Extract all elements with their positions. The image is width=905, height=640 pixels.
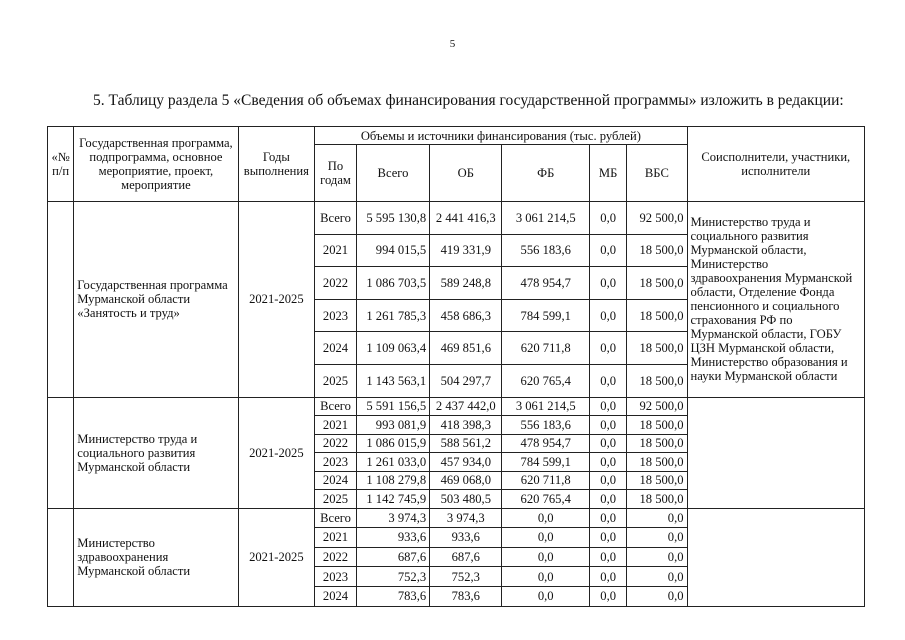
program-name-cell: Государственная программа Мурманской области «Занятость и труд» [74, 202, 238, 398]
vbs-cell: 18 500,0 [627, 453, 687, 472]
mb-cell: 0,0 [590, 202, 627, 235]
ob-cell: 3 974,3 [430, 508, 502, 528]
vbs-cell: 18 500,0 [627, 299, 687, 332]
program-years-cell: 2021-2025 [238, 397, 315, 508]
mb-cell: 0,0 [590, 364, 627, 397]
vbs-cell: 18 500,0 [627, 471, 687, 490]
fb-cell: 784 599,1 [502, 453, 590, 472]
ob-cell: 783,6 [430, 586, 502, 606]
ob-cell: 458 686,3 [430, 299, 502, 332]
header-po-godam: По годам [315, 145, 357, 202]
header-ob: ОБ [430, 145, 502, 202]
mb-cell: 0,0 [590, 397, 627, 416]
table-row [48, 202, 865, 235]
header-years: Годы выполнения [238, 127, 315, 202]
ob-cell: 469 851,6 [430, 332, 502, 365]
mb-cell: 0,0 [590, 453, 627, 472]
fb-cell: 3 061 214,5 [502, 202, 590, 235]
fb-cell: 620 765,4 [502, 490, 590, 509]
section-heading: 5. Таблицу раздела 5 «Сведения об объемах финансирования государственной программы» изложить в редакции: [93, 92, 844, 109]
vbs-cell: 18 500,0 [627, 332, 687, 365]
vbs-cell: 18 500,0 [627, 364, 687, 397]
mb-cell: 0,0 [590, 528, 627, 548]
mb-cell: 0,0 [590, 234, 627, 267]
ob-cell: 2 437 442,0 [430, 397, 502, 416]
ob-cell: 419 331,9 [430, 234, 502, 267]
fb-cell: 478 954,7 [502, 267, 590, 300]
page-number: 5 [449, 38, 456, 50]
financing-table [47, 126, 865, 607]
vbs-cell: 92 500,0 [627, 397, 687, 416]
ob-cell: 589 248,8 [430, 267, 502, 300]
total-cell: 994 015,5 [356, 234, 429, 267]
header-executors: Соисполнители, участники, исполнители [687, 127, 864, 202]
fb-cell: 0,0 [502, 508, 590, 528]
mb-cell: 0,0 [590, 416, 627, 435]
year-cell: 2022 [315, 547, 357, 567]
year-cell: 2024 [315, 471, 357, 490]
total-cell: 1 086 703,5 [356, 267, 429, 300]
mb-cell: 0,0 [590, 299, 627, 332]
program-years-cell: 2021-2025 [238, 508, 315, 606]
year-cell: 2023 [315, 299, 357, 332]
ob-cell: 457 934,0 [430, 453, 502, 472]
vbs-cell: 0,0 [627, 567, 687, 587]
total-cell: 1 261 033,0 [356, 453, 429, 472]
header-vbs: ВБС [627, 145, 687, 202]
total-cell: 3 974,3 [356, 508, 429, 528]
ob-cell: 469 068,0 [430, 471, 502, 490]
fb-cell: 0,0 [502, 586, 590, 606]
header-program: Государственная программа, подпрограмма, основное мероприятие, проект, мероприятие [74, 127, 238, 202]
fb-cell: 0,0 [502, 567, 590, 587]
program-name-cell: Министерство здравоохранения Мурманской области [74, 508, 238, 606]
fb-cell: 620 765,4 [502, 364, 590, 397]
table-body [48, 202, 865, 607]
row-num-cell [48, 397, 74, 508]
fb-cell: 478 954,7 [502, 434, 590, 453]
total-cell: 993 081,9 [356, 416, 429, 435]
vbs-cell: 92 500,0 [627, 202, 687, 235]
total-cell: 752,3 [356, 567, 429, 587]
table-row [48, 508, 865, 528]
fb-cell: 0,0 [502, 528, 590, 548]
year-cell: 2025 [315, 490, 357, 509]
mb-cell: 0,0 [590, 547, 627, 567]
year-cell: 2025 [315, 364, 357, 397]
year-cell: 2021 [315, 528, 357, 548]
total-cell: 1 086 015,9 [356, 434, 429, 453]
vbs-cell: 18 500,0 [627, 434, 687, 453]
fb-cell: 620 711,8 [502, 471, 590, 490]
executors-cell: Министерство труда и социального развития Мурманской области, Министерство здравоохранения Мурманской области, Отделение Фонда пенсионного и социального страхования РФ по Мурманской области, ГОБУ ЦЗН Мурманской области, Министерство образования и науки Мурманской области [687, 202, 864, 398]
header-funding-group: Объемы и источники финансирования (тыс. рублей) [315, 127, 687, 145]
fb-cell: 556 183,6 [502, 416, 590, 435]
mb-cell: 0,0 [590, 332, 627, 365]
fb-cell: 784 599,1 [502, 299, 590, 332]
vbs-cell: 0,0 [627, 508, 687, 528]
vbs-cell: 18 500,0 [627, 267, 687, 300]
vbs-cell: 18 500,0 [627, 416, 687, 435]
year-cell: Всего [315, 508, 357, 528]
total-cell: 5 591 156,5 [356, 397, 429, 416]
mb-cell: 0,0 [590, 471, 627, 490]
executors-cell [687, 508, 864, 606]
executors-cell [687, 397, 864, 508]
total-cell: 1 143 563,1 [356, 364, 429, 397]
ob-cell: 503 480,5 [430, 490, 502, 509]
mb-cell: 0,0 [590, 490, 627, 509]
fb-cell: 3 061 214,5 [502, 397, 590, 416]
table-row [48, 397, 865, 416]
program-years-cell: 2021-2025 [238, 202, 315, 398]
year-cell: Всего [315, 397, 357, 416]
year-cell: 2022 [315, 434, 357, 453]
total-cell: 687,6 [356, 547, 429, 567]
fb-cell: 0,0 [502, 547, 590, 567]
total-cell: 1 142 745,9 [356, 490, 429, 509]
year-cell: 2023 [315, 567, 357, 587]
header-num: «№ п/п [48, 127, 74, 202]
mb-cell: 0,0 [590, 586, 627, 606]
mb-cell: 0,0 [590, 267, 627, 300]
total-cell: 1 109 063,4 [356, 332, 429, 365]
row-num-cell [48, 202, 74, 398]
vbs-cell: 0,0 [627, 547, 687, 567]
year-cell: 2023 [315, 453, 357, 472]
year-cell: Всего [315, 202, 357, 235]
header-fb: ФБ [502, 145, 590, 202]
total-cell: 933,6 [356, 528, 429, 548]
header-vsego: Всего [356, 145, 429, 202]
ob-cell: 752,3 [430, 567, 502, 587]
ob-cell: 687,6 [430, 547, 502, 567]
mb-cell: 0,0 [590, 567, 627, 587]
total-cell: 5 595 130,8 [356, 202, 429, 235]
vbs-cell: 0,0 [627, 586, 687, 606]
total-cell: 1 261 785,3 [356, 299, 429, 332]
fb-cell: 556 183,6 [502, 234, 590, 267]
mb-cell: 0,0 [590, 508, 627, 528]
fb-cell: 620 711,8 [502, 332, 590, 365]
header-mb: МБ [590, 145, 627, 202]
ob-cell: 933,6 [430, 528, 502, 548]
ob-cell: 588 561,2 [430, 434, 502, 453]
total-cell: 1 108 279,8 [356, 471, 429, 490]
total-cell: 783,6 [356, 586, 429, 606]
mb-cell: 0,0 [590, 434, 627, 453]
vbs-cell: 18 500,0 [627, 234, 687, 267]
ob-cell: 2 441 416,3 [430, 202, 502, 235]
year-cell: 2021 [315, 416, 357, 435]
year-cell: 2024 [315, 586, 357, 606]
row-num-cell [48, 508, 74, 606]
ob-cell: 418 398,3 [430, 416, 502, 435]
vbs-cell: 0,0 [627, 528, 687, 548]
program-name-cell: Министерство труда и социального развития Мурманской области [74, 397, 238, 508]
year-cell: 2021 [315, 234, 357, 267]
year-cell: 2022 [315, 267, 357, 300]
ob-cell: 504 297,7 [430, 364, 502, 397]
year-cell: 2024 [315, 332, 357, 365]
vbs-cell: 18 500,0 [627, 490, 687, 509]
